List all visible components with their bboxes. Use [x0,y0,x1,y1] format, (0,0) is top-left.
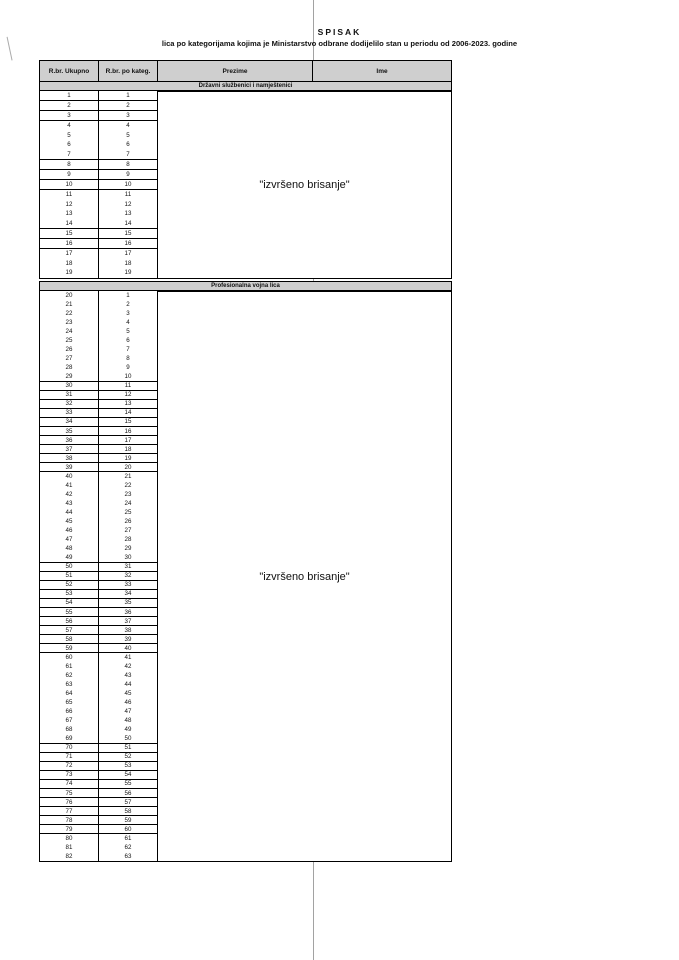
row-number-category: 44 [98,680,158,690]
row-number-total: 30 [39,382,99,392]
row-number-total: 12 [39,199,99,209]
row-number-total: 79 [39,825,99,835]
row-number-category: 62 [98,843,158,853]
row-number-category: 59 [98,816,158,826]
row-number-category: 17 [98,249,158,259]
header-rbr-ukupno: R.br. Ukupno [39,60,99,82]
row-number-category: 54 [98,771,158,781]
row-number-category: 9 [98,363,158,373]
row-number-total: 29 [39,372,99,382]
row-number-category: 58 [98,807,158,817]
row-number-total: 9 [39,170,99,180]
row-number-total: 77 [39,807,99,817]
row-number-category: 45 [98,689,158,699]
row-number-total: 67 [39,716,99,726]
row-number-total: 13 [39,209,99,219]
row-number-total: 49 [39,553,99,563]
row-number-total: 11 [39,190,99,200]
row-number-category: 11 [98,382,158,392]
row-number-total: 5 [39,130,99,140]
row-number-total: 76 [39,798,99,808]
row-number-category: 25 [98,508,158,518]
row-number-category: 6 [98,140,158,150]
row-number-total: 56 [39,617,99,627]
redaction-label: "izvršeno brisanje" [259,570,350,583]
row-number-total: 27 [39,354,99,364]
row-number-total: 35 [39,427,99,437]
row-number-category: 39 [98,635,158,645]
redaction-label: "izvršeno brisanje" [259,179,350,192]
row-number-category: 27 [98,526,158,536]
row-number-category: 1 [98,291,158,301]
row-number-category: 26 [98,517,158,527]
row-number-category: 7 [98,150,158,160]
row-number-total: 43 [39,499,99,509]
row-number-category: 29 [98,544,158,554]
row-number-total: 28 [39,363,99,373]
row-number-total: 58 [39,635,99,645]
section-header: Državni službenici i namještenici [39,81,452,91]
row-number-category: 56 [98,789,158,799]
row-number-total: 14 [39,219,99,229]
row-number-category: 22 [98,481,158,491]
row-number-category: 47 [98,707,158,717]
row-number-total: 54 [39,599,99,609]
row-number-category: 42 [98,662,158,672]
row-number-total: 20 [39,291,99,301]
allocation-table [39,60,452,870]
row-number-category: 9 [98,170,158,180]
row-number-category: 8 [98,160,158,170]
row-number-category: 15 [98,229,158,239]
row-number-total: 59 [39,644,99,654]
row-number-total: 25 [39,336,99,346]
document-title: SPISAK [317,27,362,37]
row-number-category: 61 [98,834,158,844]
row-number-total: 34 [39,418,99,428]
row-number-total: 52 [39,581,99,591]
row-number-total: 51 [39,572,99,582]
row-number-total: 45 [39,517,99,527]
row-number-total: 53 [39,590,99,600]
row-number-category: 10 [98,372,158,382]
row-number-total: 39 [39,463,99,473]
row-number-total: 62 [39,671,99,681]
row-number-total: 74 [39,780,99,790]
row-number-category: 4 [98,121,158,131]
row-number-total: 50 [39,563,99,573]
row-number-total: 73 [39,771,99,781]
row-number-category: 28 [98,535,158,545]
row-number-total: 16 [39,239,99,249]
row-number-category: 20 [98,463,158,473]
row-number-category: 53 [98,762,158,772]
row-number-total: 40 [39,472,99,482]
row-number-category: 51 [98,744,158,754]
row-number-total: 75 [39,789,99,799]
row-number-total: 10 [39,180,99,190]
header-ime: Ime [312,60,452,82]
row-number-total: 60 [39,653,99,663]
row-number-category: 18 [98,445,158,455]
row-number-category: 11 [98,190,158,200]
row-number-total: 24 [39,327,99,337]
row-number-total: 80 [39,834,99,844]
row-number-total: 21 [39,300,99,310]
row-number-total: 61 [39,662,99,672]
row-number-category: 16 [98,239,158,249]
row-number-category: 12 [98,199,158,209]
row-number-total: 36 [39,436,99,446]
row-number-total: 63 [39,680,99,690]
row-number-category: 37 [98,617,158,627]
row-number-category: 16 [98,427,158,437]
row-number-total: 18 [39,258,99,268]
row-number-total: 15 [39,229,99,239]
row-number-total: 41 [39,481,99,491]
row-number-total: 68 [39,725,99,735]
row-number-total: 78 [39,816,99,826]
row-number-total: 32 [39,400,99,410]
row-number-category: 10 [98,180,158,190]
row-number-category: 24 [98,499,158,509]
row-number-total: 57 [39,626,99,636]
row-number-category: 3 [98,111,158,121]
row-number-category: 5 [98,327,158,337]
row-number-category: 57 [98,798,158,808]
document-subtitle: lica po kategorijama kojima je Ministarstvo odbrane dodijelilo stan u periodu od 2006-2023. godine [161,39,518,48]
row-number-category: 7 [98,345,158,355]
row-number-total: 1 [39,91,99,101]
row-number-category: 14 [98,409,158,419]
row-number-total: 47 [39,535,99,545]
row-number-category: 36 [98,608,158,618]
row-number-category: 14 [98,219,158,229]
row-number-total: 66 [39,707,99,717]
row-number-total: 2 [39,101,99,111]
row-number-category: 1 [98,91,158,101]
row-number-category: 35 [98,599,158,609]
row-number-category: 17 [98,436,158,446]
row-number-category: 6 [98,336,158,346]
row-number-category: 60 [98,825,158,835]
row-number-category: 63 [98,852,158,862]
row-number-category: 13 [98,209,158,219]
row-number-total: 82 [39,852,99,862]
row-number-total: 72 [39,762,99,772]
row-number-total: 44 [39,508,99,518]
row-number-category: 48 [98,716,158,726]
row-number-category: 32 [98,572,158,582]
row-number-category: 49 [98,725,158,735]
row-number-category: 38 [98,626,158,636]
row-number-category: 8 [98,354,158,364]
row-number-category: 5 [98,130,158,140]
row-number-total: 19 [39,268,99,278]
row-number-total: 48 [39,544,99,554]
section-header: Profesionalna vojna lica [39,281,452,291]
row-number-category: 19 [98,454,158,464]
row-number-category: 30 [98,553,158,563]
row-number-total: 71 [39,753,99,763]
row-number-category: 12 [98,391,158,401]
row-number-total: 23 [39,318,99,328]
row-number-category: 50 [98,734,158,744]
row-number-total: 26 [39,345,99,355]
row-number-total: 37 [39,445,99,455]
row-number-total: 17 [39,249,99,259]
row-number-category: 52 [98,753,158,763]
row-number-total: 81 [39,843,99,853]
row-number-total: 6 [39,140,99,150]
header-rbr-po-kateg: R.br. po kateg. [98,60,158,82]
row-number-total: 22 [39,309,99,319]
row-number-category: 41 [98,653,158,663]
row-number-category: 2 [98,300,158,310]
row-number-category: 55 [98,780,158,790]
row-number-category: 43 [98,671,158,681]
row-number-category: 34 [98,590,158,600]
redacted-names-block [157,291,452,862]
row-number-category: 46 [98,698,158,708]
row-number-category: 21 [98,472,158,482]
row-number-total: 46 [39,526,99,536]
row-number-total: 69 [39,734,99,744]
redacted-names-block [157,91,452,279]
row-number-category: 15 [98,418,158,428]
row-number-category: 40 [98,644,158,654]
row-number-category: 18 [98,258,158,268]
row-number-category: 33 [98,581,158,591]
row-number-total: 65 [39,698,99,708]
row-number-category: 23 [98,490,158,500]
row-number-category: 4 [98,318,158,328]
row-number-total: 3 [39,111,99,121]
row-number-category: 3 [98,309,158,319]
row-number-category: 13 [98,400,158,410]
row-number-total: 33 [39,409,99,419]
row-number-total: 55 [39,608,99,618]
row-number-total: 38 [39,454,99,464]
row-number-category: 31 [98,563,158,573]
row-number-total: 42 [39,490,99,500]
row-number-category: 19 [98,268,158,278]
row-number-total: 4 [39,121,99,131]
row-number-total: 8 [39,160,99,170]
row-number-total: 64 [39,689,99,699]
row-number-total: 7 [39,150,99,160]
header-prezime: Prezime [157,60,313,82]
row-number-total: 70 [39,744,99,754]
row-number-category: 2 [98,101,158,111]
row-number-total: 31 [39,391,99,401]
